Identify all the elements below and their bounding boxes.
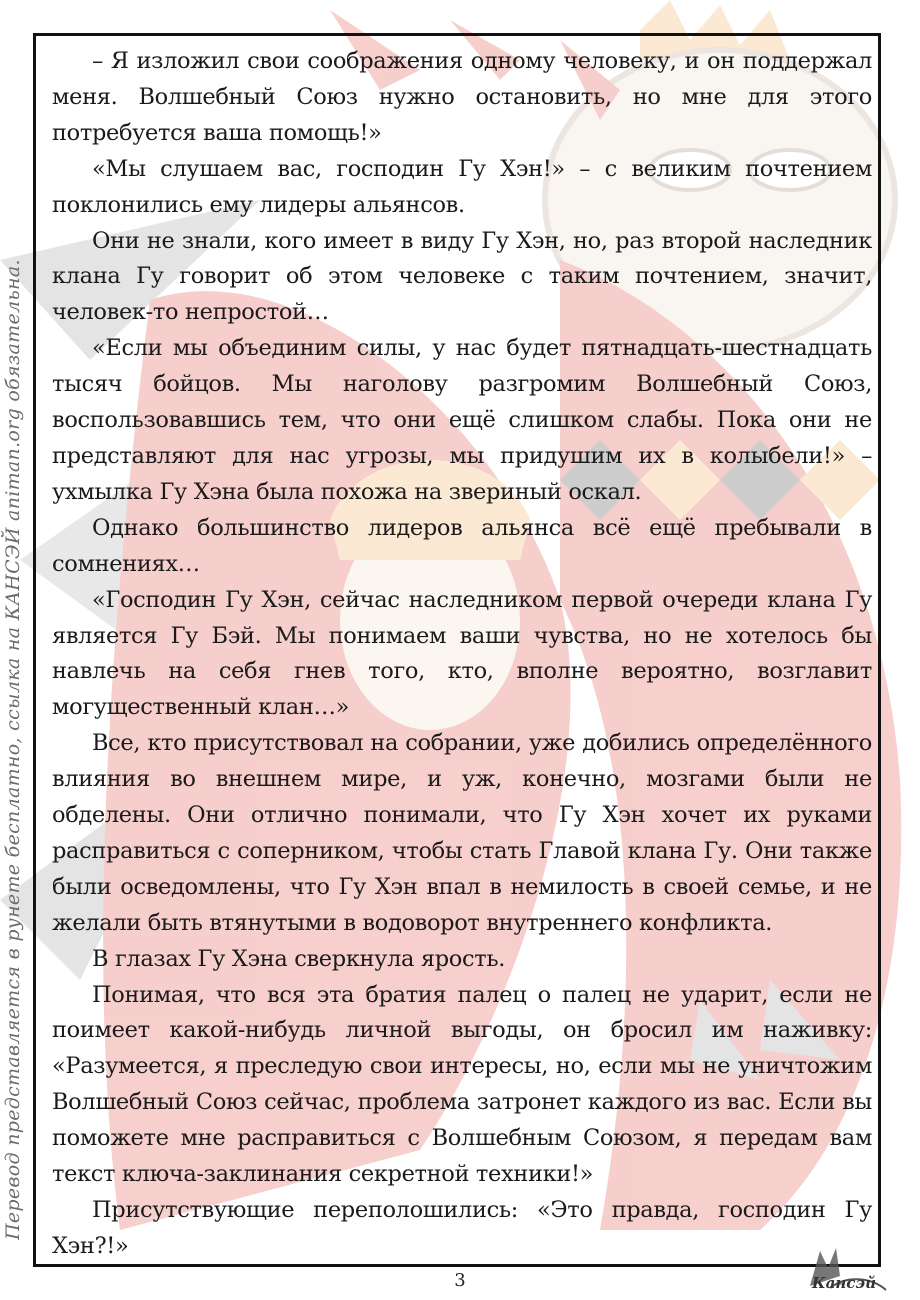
story-text — [52, 44, 872, 1265]
paragraph: «Мы слушаем вас, господин Гу Хэн!» – с великим почтением поклонились ему лидеры альянсов. — [52, 155, 872, 218]
paragraph: Понимая, что вся эта братия палец о палец не ударит, если не поимеет какой-нибудь личной выгоды, он бросил им наживку: «Разумеется, я преследую свои интересы, но, если мы не уничтожим Волшебный Союз сейчас, проблема затронет каждого из вас. Если вы поможете мне расправиться с Волшебным Союзом, я передам вам текст ключа-заклинания секретной техники!» — [52, 981, 872, 1188]
paragraph: Присутствующие переполошились: «Это правда, господин Гу Хэн?!» — [52, 1197, 872, 1259]
paragraph: В глазах Гу Хэна сверкнула ярость. — [92, 945, 506, 972]
translator-note: Перевод представляется в рунете бесплатно, ссылка на КАНСЭЙ animan.org обязательна. — [2, 259, 24, 1240]
paragraph: Однако большинство лидеров альянса всё ещё пребывали в сомнениях… — [52, 514, 872, 577]
paragraph: «Если мы объединим силы, у нас будет пятнадцать-шестнадцать тысяч бойцов. Мы наголову разгромим Волшебный Союз, воспользовавшись тем, что они ещё слишком слабы. Пока они не представляют для нас угрозы, мы придушим их в колыбели!» – ухмылка Гу Хэна была похожа на звериный оскал. — [52, 335, 872, 505]
paragraph: Они не знали, кого имеет в виду Гу Хэн, но, раз второй наследник клана Гу говорит об этом человеке с таким почтением, значит, человек-то непростой… — [52, 227, 872, 326]
paragraph: Все, кто присутствовал на собрании, уже добились определённого влияния во внешнем мире, и уж, конечно, мозгами были не обделены. Они отлично понимали, что Гу Хэн хочет их руками расправиться с соперником, чтобы стать Главой клана Гу. Они также были осведомлены, что Гу Хэн впал в немилость в своей семье, и не желали быть втянутыми в водоворот внутреннего конфликта. — [52, 730, 872, 936]
page-number: 3 — [454, 1270, 466, 1291]
paragraph: «Господин Гу Хэн, сейчас наследником первой очереди клана Гу является Гу Бэй. Мы понимаем ваши чувства, но не хотелось бы навлечь на себя гнев того, кто, вполне вероятно, возглавит могущественный клан…» — [52, 586, 872, 721]
paragraph: – Я изложил свои соображения одному человеку, и он поддержал меня. Волшебный Союз нужно остановить, но мне для этого потребуется ваша помощь!» — [52, 48, 872, 146]
logo-text: Кансэй — [812, 1274, 877, 1292]
